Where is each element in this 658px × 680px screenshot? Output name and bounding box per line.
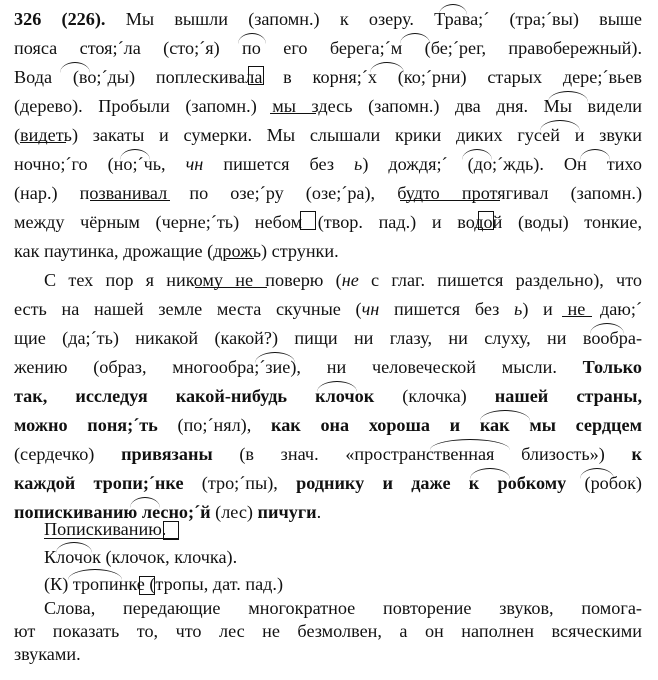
text-line-11: есть на нашей земле места скучные (чн пишется без ь) и не даю;´ <box>14 299 642 319</box>
root-arc-mark <box>580 468 614 479</box>
ending-box-mark <box>139 576 155 595</box>
text-line-4: (дерево). Пробыли (запомн.) мы здесь (запомн.) два дня. Мы видели <box>14 96 642 116</box>
text-line-10: С тех пор я никому не поверю (не с глаг. пишется раздельно), что <box>44 270 642 290</box>
ending-box-mark <box>163 521 179 540</box>
root-arc-mark <box>120 149 150 160</box>
text-line-12: щие (да;´ть) никакой (какой?) пищи ни глазу, ни слуху, ни вообра- <box>14 328 642 348</box>
text-line-14: так, исследуя какой-нибудь клочок (клочка) нашей страны, <box>14 386 642 406</box>
text-line-5: (видеть) закаты и сумерки. Мы слышали крики диких гусей и звуки <box>14 125 642 145</box>
conclusion-line-1: Слова, передающие многократное повторение звуков, помога- <box>44 598 642 618</box>
underline-mark <box>270 113 316 114</box>
underline-mark <box>195 287 267 288</box>
note-1: Попискиванию. <box>44 519 167 539</box>
conclusion-line-3: звуками. <box>14 644 81 664</box>
conclusion-line-2: ют показать то, что лес не безмолвен, а он наполнен всяческими <box>14 621 642 641</box>
root-arc-mark <box>68 569 122 580</box>
root-arc-mark <box>255 352 295 363</box>
root-arc-mark <box>540 120 580 131</box>
root-arc-mark <box>480 410 530 421</box>
root-arc-mark <box>590 323 624 334</box>
text-line-8: между чёрным (черне;´ть) небом (твор. пад.) и водой (воды) тонкие, <box>14 212 642 232</box>
text-line-1: 326 (226). Мы вышли (запомн.) к озеру. Трава;´ (тра;´вы) выше <box>14 9 642 29</box>
underline-mark <box>226 258 254 259</box>
root-arc-mark <box>548 91 588 102</box>
ending-box-mark <box>300 211 316 230</box>
root-arc-mark <box>238 33 266 44</box>
root-arc-mark <box>430 439 510 450</box>
root-arc-mark <box>439 4 467 15</box>
underline-mark <box>44 538 178 539</box>
text-line-18: попискиванию лесно;´й (лес) пичуги. <box>14 502 322 522</box>
text-line-17: каждой тропи;´нке (тро;´пы), роднику и даже к робкому (робок) <box>14 473 642 493</box>
root-arc-mark <box>60 62 90 73</box>
root-arc-mark <box>370 62 404 73</box>
text-line-13: жению (образ, многообра;´зие), ни человеческой мысли. Только <box>14 357 642 377</box>
text-line-9: как паутинка, дрожащие (дрожь) струнки. <box>14 241 339 261</box>
root-arc-mark <box>400 33 430 44</box>
text-line-7: (нар.) позванивал по озе;´ру (озе;´ра), будто протягивал (запомн.) <box>14 183 642 203</box>
underline-mark <box>400 200 500 201</box>
ending-box-mark <box>478 211 494 230</box>
root-arc-mark <box>130 497 160 508</box>
root-arc-mark <box>317 381 357 392</box>
underline-mark <box>20 142 66 143</box>
root-arc-mark <box>580 149 610 160</box>
root-arc-mark <box>462 149 492 160</box>
underline-mark <box>562 316 592 317</box>
exercise-number: 326 (226). <box>14 9 106 29</box>
note-2: Клочок (клочок, клочка). <box>44 547 238 567</box>
text-line-15: можно поня;´ть (по;´нял), как она хороша и как мы сердцем <box>14 415 642 435</box>
text-line-6: ночно;´го (но;´чь, чн пишется без ь) дождя;´ (до;´ждь). Он тихо <box>14 154 642 174</box>
underline-mark <box>90 200 170 201</box>
text-line-16: (сердечко) привязаны (в знач. «пространственная близость») к <box>14 444 642 464</box>
text-line-2: пояса стоя;´ла (сто;´я) по его берега;´м (бе;´рег, правобережный). <box>14 38 642 58</box>
ending-box-mark <box>248 66 264 85</box>
root-arc-mark <box>56 542 92 553</box>
text-line-3: Вода (во;´ды) поплескивала в корня;´х (ко;´рни) старых дере;´вьев <box>14 67 642 87</box>
note-3: (К) тропинке (тропы, дат. пад.) <box>44 574 284 594</box>
root-arc-mark <box>470 468 510 479</box>
